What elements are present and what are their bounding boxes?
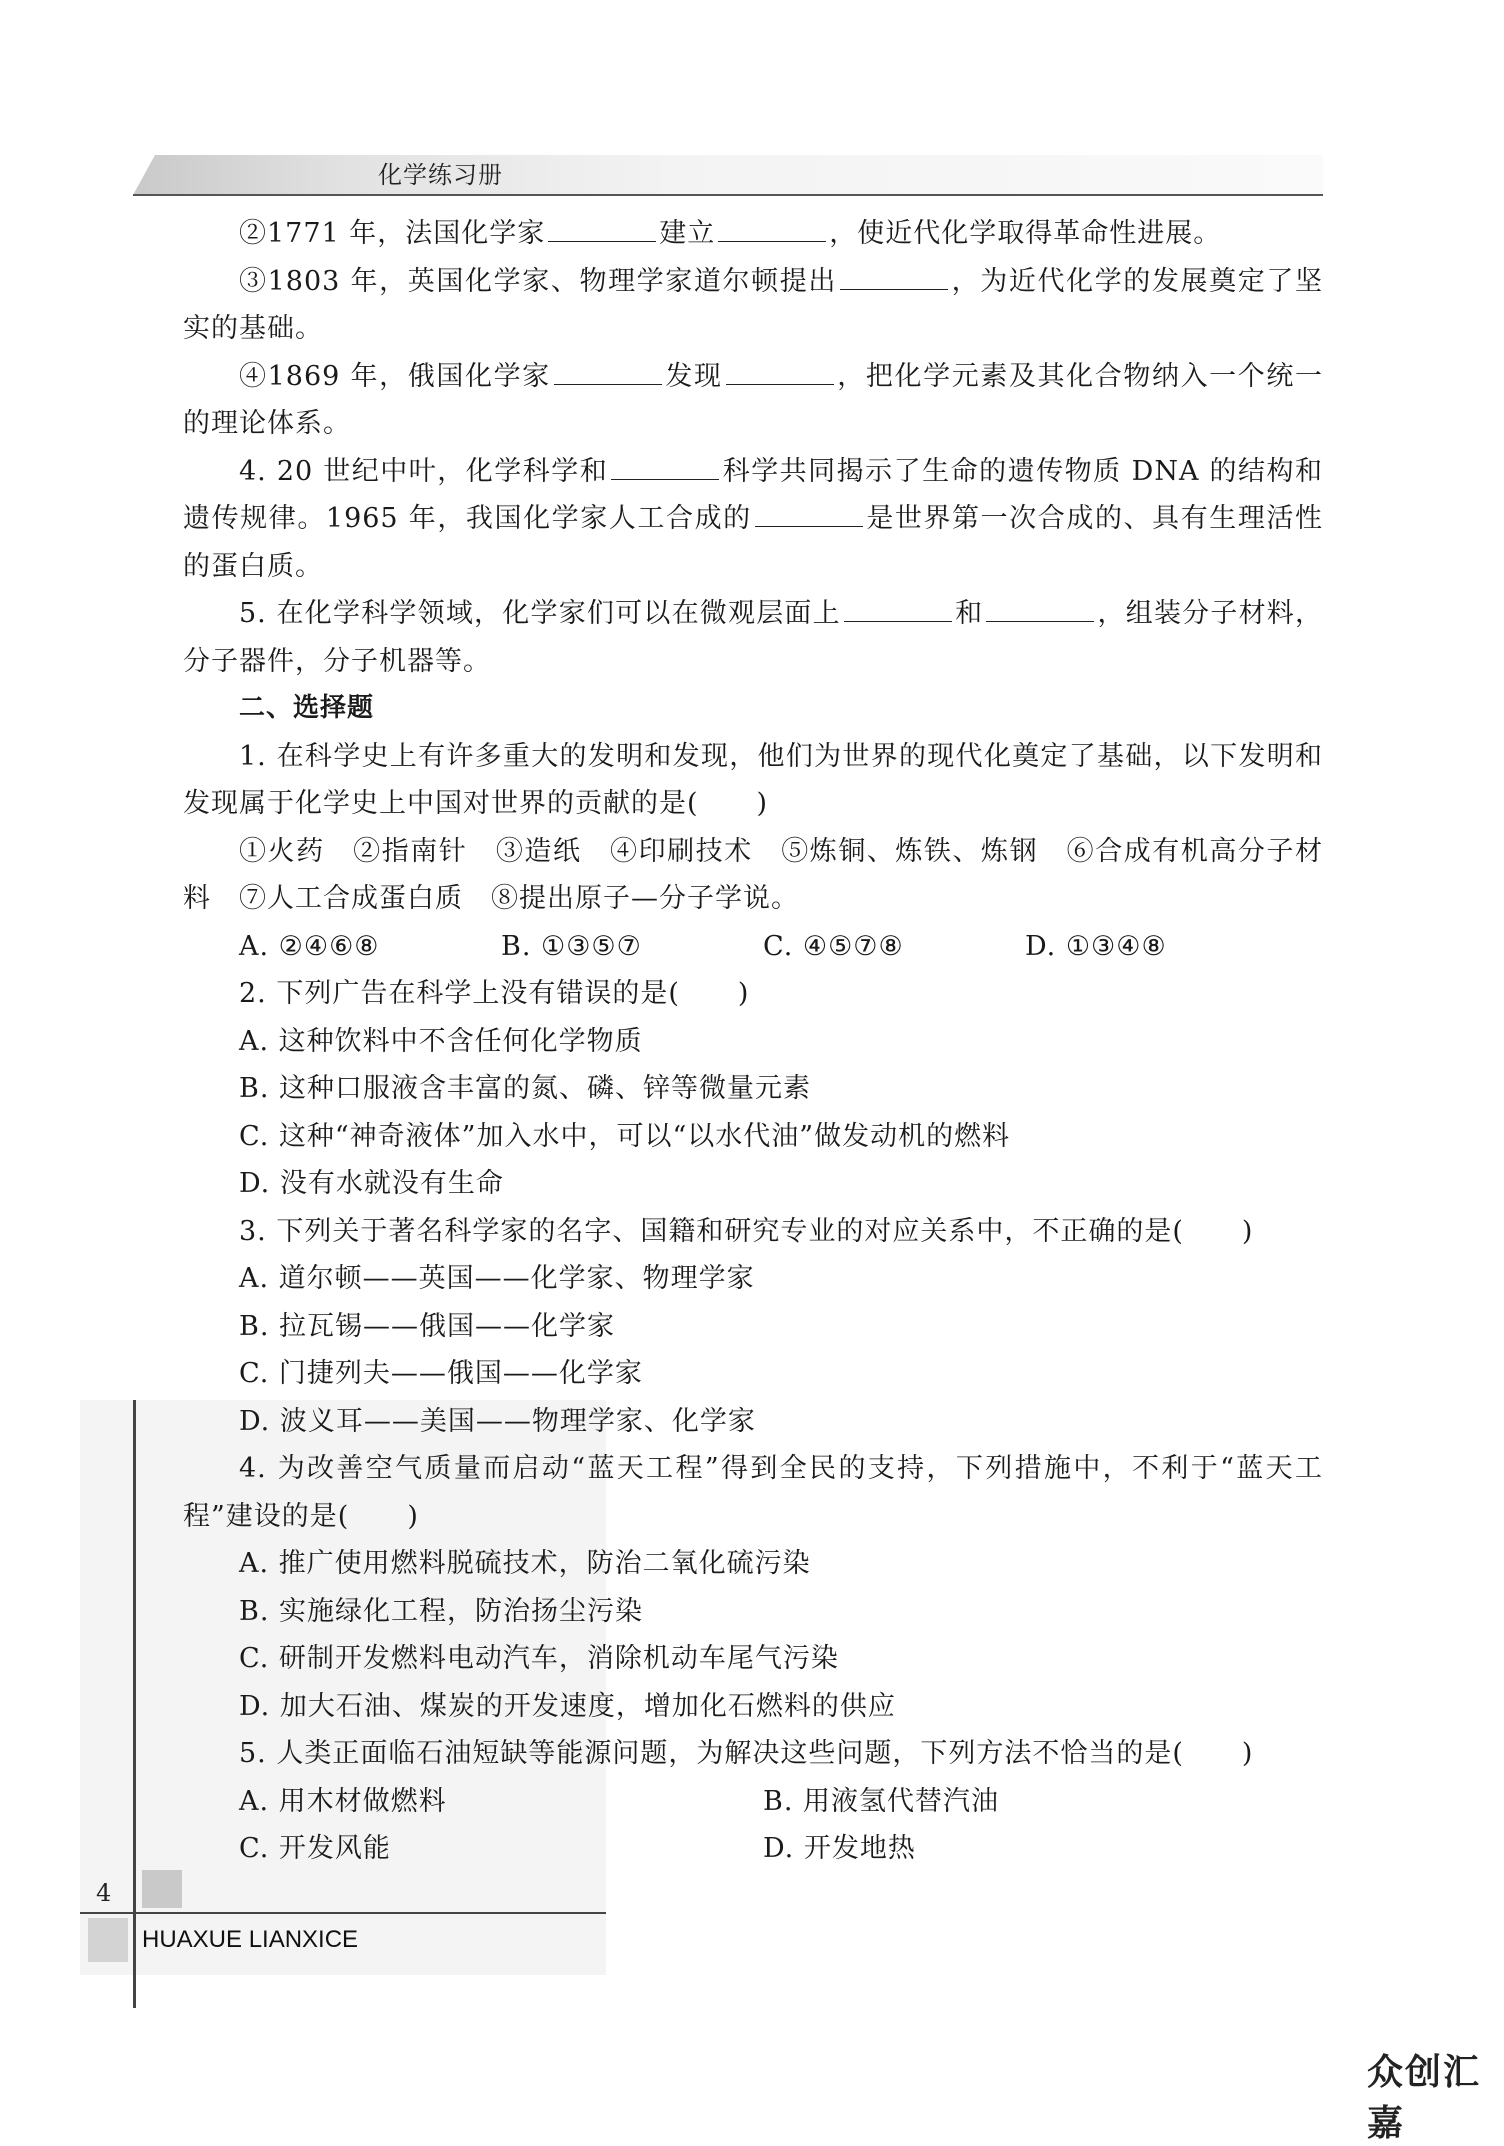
footer-decor-box	[88, 1918, 128, 1962]
section-title: 二、选择题	[239, 693, 375, 723]
option-c[interactable]: C. 门捷列夫——俄国——化学家	[239, 1358, 643, 1389]
mc1-list: ①火药 ②指南针 ③造纸 ④印刷技术 ⑤炼铜、炼铁、炼钢 ⑥合成有机高分子材料 ⑦人工合成蛋白质 ⑧提出原子—分子学说。	[183, 835, 1323, 914]
fill-item-5: 5. 在化学科学领域，化学家们可以在微观层面上 和 ，组装分子材料，分子器件，分子机器等。	[183, 590, 1323, 685]
answer-blank[interactable]	[554, 357, 662, 385]
option-c[interactable]: C. 这种“神奇液体”加入水中，可以“以水代油”做发动机的燃料	[239, 1120, 1011, 1152]
option-a[interactable]: A. 这种饮料中不含任何化学物质	[239, 1025, 643, 1057]
mc1-options	[183, 923, 1323, 971]
answer-blank[interactable]	[718, 214, 826, 242]
fill-q3: ③1803 年，英国化学家、物理学家道尔顿提出 ，为近代化学的发展奠定了坚实的基础。	[183, 258, 1323, 353]
watermark: 众创汇嘉	[1367, 2052, 1482, 2144]
mc5-stem: 5. 人类正面临石油短缺等能源问题，为解决这些问题，下列方法不恰当的是( )	[239, 1738, 1254, 1769]
answer-blank[interactable]	[611, 452, 719, 480]
option-c[interactable]: C. 开发风能	[239, 1833, 391, 1864]
mc5-options-row-2	[183, 1825, 1323, 1873]
option-b[interactable]: B. 用液氢代替汽油	[763, 1785, 1000, 1817]
option-c[interactable]: C. 研制开发燃料电动汽车，消除机动车尾气污染	[239, 1643, 839, 1674]
option-d[interactable]: D. ①③④⑧	[1025, 930, 1167, 962]
mc2-stem: 2. 下列广告在科学上没有错误的是( )	[239, 978, 750, 1009]
page-header-title: 化学练习册	[378, 161, 503, 189]
footer-horizontal-rule	[80, 1912, 606, 1914]
footer-decor-box	[142, 1870, 182, 1908]
option-a[interactable]: A. 推广使用燃料脱硫技术，防治二氧化硫污染	[239, 1548, 811, 1579]
option-a[interactable]: A. ②④⑥⑧	[239, 930, 380, 962]
option-d[interactable]: D. 没有水就没有生命	[239, 1168, 504, 1199]
answer-blank[interactable]	[986, 594, 1094, 622]
page-number: 4	[96, 1879, 112, 1907]
mc5-options-row-1	[183, 1778, 1323, 1826]
answer-blank[interactable]	[840, 262, 948, 290]
option-b[interactable]: B. 实施绿化工程，防治扬尘污染	[239, 1595, 644, 1627]
option-b[interactable]: B. 拉瓦锡——俄国——化学家	[239, 1310, 616, 1342]
fill-q4: ④1869 年，俄国化学家 发现 ，把化学元素及其化合物纳入一个统一的理论体系。	[183, 353, 1323, 448]
fill-item-4: 4. 20 世纪中叶，化学科学和 科学共同揭示了生命的遗传物质 DNA 的结构和遗传规律。1965 年，我国化学家人工合成的 是世界第一次合成的、具有生理活性的蛋白质。	[183, 448, 1323, 591]
answer-blank[interactable]	[548, 214, 656, 242]
option-d[interactable]: D. 波义耳——美国——物理学家、化学家	[239, 1405, 756, 1437]
option-a[interactable]: A. 用木材做燃料	[239, 1785, 447, 1817]
footer-series-title: HUAXUE LIANXICE	[142, 1926, 359, 1953]
option-d[interactable]: D. 开发地热	[763, 1833, 916, 1864]
mc3-stem: 3. 下列关于著名科学家的名字、国籍和研究专业的对应关系中，不正确的是( )	[239, 1215, 1254, 1247]
option-b[interactable]: B. 这种口服液含丰富的氮、磷、锌等微量元素	[239, 1073, 812, 1104]
mc1-stem: 1. 在科学史上有许多重大的发明和发现，他们为世界的现代化奠定了基础，以下发明和发现属于化学史上中国对世界的贡献的是( )	[183, 740, 1323, 819]
answer-blank[interactable]	[844, 594, 952, 622]
option-a[interactable]: A. 道尔顿——英国——化学家、物理学家	[239, 1263, 755, 1294]
fill-q2: ②1771 年，法国化学家 建立 ，使近代化学取得革命性进展。	[183, 210, 1323, 258]
header-rule	[133, 194, 1323, 196]
mc4-stem: 4. 为改善空气质量而启动“蓝天工程”得到全民的支持，下列措施中，不利于“蓝天工程”建设的是( )	[183, 1453, 1323, 1532]
answer-blank[interactable]	[755, 499, 863, 527]
footer-vertical-rule	[133, 1400, 136, 2008]
option-d[interactable]: D. 加大石油、煤炭的开发速度，增加化石燃料的供应	[239, 1690, 896, 1722]
answer-blank[interactable]	[726, 357, 834, 385]
option-b[interactable]: B. ①③⑤⑦	[501, 930, 642, 962]
option-c[interactable]: C. ④⑤⑦⑧	[763, 930, 904, 962]
header-band	[133, 155, 1323, 195]
page-content	[183, 210, 1323, 1873]
